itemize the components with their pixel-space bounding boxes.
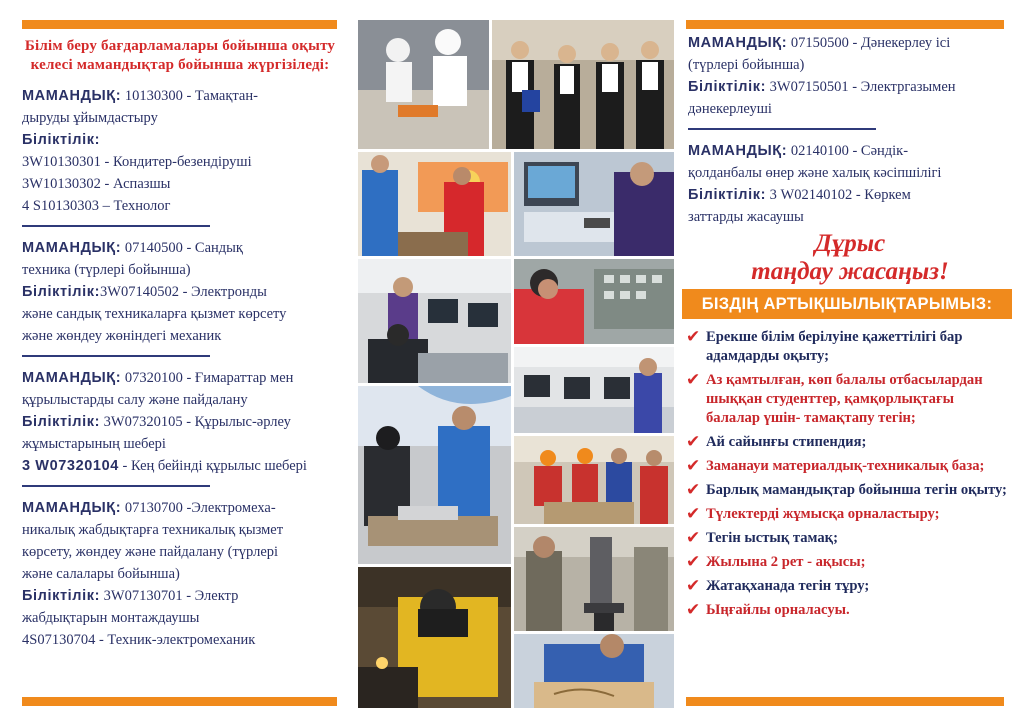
- specialty-line: [688, 54, 1006, 76]
- specialty-text: көрсету, жөндеу және пайдалану (түрлері: [22, 544, 279, 560]
- specialty-line: [688, 76, 1006, 98]
- specialty-line: [22, 367, 338, 389]
- checkmark-icon: ✔: [686, 432, 701, 452]
- specialty-line: [688, 206, 1006, 228]
- right-column: [688, 32, 1006, 228]
- specialty-line: [22, 195, 338, 217]
- specialty-line: [22, 259, 338, 281]
- specialty-line: [22, 519, 338, 541]
- specialty-text: құрылыстарды салу және пайдалану: [22, 392, 248, 408]
- specialty-text: дәнекерлеуші: [688, 101, 772, 117]
- specialty-text: дыруды ұйымдастыру: [22, 110, 158, 126]
- specialty-label: Біліктілік:: [688, 79, 767, 95]
- photo-circuit-board: [514, 259, 674, 344]
- specialty-label: МАМАНДЫҚ:: [22, 500, 122, 516]
- bottom-bar-right: [686, 697, 1004, 706]
- specialty-text: 3W10130302 - Аспазшы: [22, 176, 171, 192]
- specialty-text: жабдықтарын монтаждаушы: [22, 610, 200, 626]
- specialty-text: 07150500 - Дәнекерлеу ісі: [787, 35, 951, 51]
- advantages-list: [686, 328, 1008, 625]
- specialty-line: [22, 629, 338, 651]
- advantage-item: [686, 505, 1008, 524]
- intro-heading: Білім беру бағдарламалары бойынша оқыту келесі мамандықтар бойынша жүргізіледі:: [24, 38, 336, 73]
- specialty-text: заттарды жасаушы: [688, 209, 804, 225]
- advantage-item: [686, 529, 1008, 548]
- specialty-line: [22, 389, 338, 411]
- checkmark-icon: ✔: [686, 552, 701, 572]
- specialty-line: [22, 411, 338, 433]
- photo-painting-workshop: [358, 152, 511, 256]
- advantage-text: Түлектерді жұмысқа орналастыру;: [706, 506, 940, 522]
- photo-computer-class: [358, 259, 511, 383]
- specialty-line: [22, 303, 338, 325]
- advantage-text: Ыңғайлы орналасуы.: [706, 602, 850, 618]
- divider: [22, 225, 210, 227]
- motto-line-1: Дұрыс: [814, 230, 886, 257]
- advantage-text: Ерекше білім берілуіне қажеттілігі бар адамдарды оқыту;: [706, 329, 963, 364]
- specialty-block: [22, 85, 338, 217]
- specialty-text: 4S07130704 - Техник-электромеханик: [22, 632, 256, 648]
- specialty-line: [22, 173, 338, 195]
- specialty-label: Біліктілік:: [22, 132, 101, 148]
- specialty-text: - Кең бейінді құрылыс шебері: [118, 458, 307, 474]
- checkmark-icon: ✔: [686, 480, 701, 500]
- photo-drill-press: [514, 527, 674, 631]
- checkmark-icon: ✔: [686, 327, 701, 347]
- specialty-list-right: [688, 32, 1006, 228]
- specialty-label: МАМАНДЫҚ:: [22, 88, 122, 104]
- advantage-item: [686, 328, 1008, 366]
- top-bar-right: [686, 20, 1004, 29]
- specialty-text: 07320100 - Ғимараттар мен: [121, 370, 294, 386]
- advantage-text: Жатақханада тегін тұру;: [706, 578, 870, 594]
- specialty-line: [688, 32, 1006, 54]
- specialty-label: Біліктілік:: [688, 187, 767, 203]
- specialty-line: [22, 497, 338, 519]
- photo-electronics-lab: [514, 152, 674, 256]
- specialty-text: 07140500 - Сандық: [121, 240, 243, 256]
- divider: [22, 485, 210, 487]
- checkmark-icon: ✔: [686, 456, 701, 476]
- advantage-text: Тегін ыстық тамақ;: [706, 530, 838, 546]
- specialty-block: [22, 497, 338, 651]
- specialty-text: және салалары бойынша): [22, 566, 180, 582]
- specialty-text: 3W07150501 - Электргазымен: [766, 79, 956, 95]
- specialty-text: 3 W02140102 - Көркем: [766, 187, 911, 203]
- photo-tile-cutting: [358, 386, 511, 564]
- photo-cooking-class: [358, 20, 489, 149]
- specialty-text: қолданбалы өнер және халық кәсіпшілігі: [688, 165, 942, 181]
- specialty-line: [22, 541, 338, 563]
- advantage-text: Ай сайынғы стипендия;: [706, 434, 867, 450]
- specialty-line: [22, 281, 338, 303]
- specialty-line: [688, 162, 1006, 184]
- advantage-text: Жылына 2 рет - ақысы;: [706, 554, 866, 570]
- motto: [700, 230, 1000, 286]
- specialty-text: 10130300 - Тамақтан-: [121, 88, 258, 104]
- specialty-text: және жөндеу жөніндегі механик: [22, 328, 222, 344]
- motto-line-2: таңдау жасаңыз!: [751, 258, 949, 285]
- specialty-line: [22, 129, 338, 151]
- checkmark-icon: ✔: [686, 370, 701, 390]
- specialty-block: [22, 237, 338, 347]
- specialty-text: никалық жабдықтарға техникалық қызмет: [22, 522, 284, 538]
- photo-welder: [358, 567, 511, 708]
- specialty-text: 02140100 - Сәндік-: [787, 143, 909, 159]
- specialty-block: [22, 367, 338, 477]
- specialty-label: МАМАНДЫҚ:: [688, 35, 788, 51]
- specialty-line: [22, 455, 338, 477]
- checkmark-icon: ✔: [686, 576, 701, 596]
- specialty-label: МАМАНДЫҚ:: [22, 240, 122, 256]
- specialty-line: [22, 585, 338, 607]
- specialty-label: 3 W07320104: [22, 458, 119, 474]
- specialty-line: [688, 140, 1006, 162]
- photo-computer-room: [514, 347, 674, 433]
- advantage-text: Заманауи материалдық-техникалық база;: [706, 458, 985, 474]
- advantage-item: [686, 481, 1008, 500]
- bottom-bar-left: [22, 697, 337, 706]
- photo-carpentry-students: [514, 436, 674, 524]
- specialty-line: [22, 563, 338, 585]
- specialty-text: (түрлері бойынша): [688, 57, 805, 73]
- advantage-text: Барлық мамандықтар бойынша тегін оқыту;: [706, 482, 1007, 498]
- checkmark-icon: ✔: [686, 528, 701, 548]
- advantage-item: [686, 371, 1008, 428]
- specialty-label: Біліктілік:: [22, 284, 101, 300]
- specialty-label: Біліктілік:: [22, 414, 101, 430]
- specialty-text: жұмыстарының шебері: [22, 436, 166, 452]
- left-column: [22, 37, 338, 651]
- specialty-line: [22, 607, 338, 629]
- specialty-label: Біліктілік:: [22, 588, 101, 604]
- specialty-line: [22, 151, 338, 173]
- specialty-line: [688, 98, 1006, 120]
- photo-wood-carving: [514, 634, 674, 708]
- specialty-label: МАМАНДЫҚ:: [22, 370, 122, 386]
- photo-collage: [358, 20, 674, 708]
- specialty-line: [22, 85, 338, 107]
- specialty-block: [688, 140, 1006, 228]
- specialty-text: 3W07320105 - Құрылыс-әрлеу: [100, 414, 291, 430]
- specialty-list-left: [22, 85, 338, 651]
- advantage-item: [686, 577, 1008, 596]
- photo-waiters: [492, 20, 674, 149]
- specialty-text: 3W10130301 - Кондитер-безендіруші: [22, 154, 252, 170]
- divider: [688, 128, 876, 130]
- divider: [22, 355, 210, 357]
- specialty-text: 07130700 -Электромеха-: [121, 500, 276, 516]
- specialty-line: [22, 325, 338, 347]
- specialty-text: 3W07140502 - Электронды: [100, 284, 267, 300]
- advantage-item: [686, 457, 1008, 476]
- specialty-text: техника (түрлері бойынша): [22, 262, 191, 278]
- specialty-block: [688, 32, 1006, 120]
- checkmark-icon: ✔: [686, 600, 701, 620]
- specialty-label: МАМАНДЫҚ:: [688, 143, 788, 159]
- advantage-item: [686, 433, 1008, 452]
- specialty-line: [22, 237, 338, 259]
- advantage-text: Аз қамтылған, көп балалы отбасылардан шыққан студенттер, қамқорлықтағы балалар үшін- тамақтапу тегін;: [706, 372, 983, 426]
- specialty-line: [688, 184, 1006, 206]
- checkmark-icon: ✔: [686, 504, 701, 524]
- advantages-title: БІЗДІҢ АРТЫҚШЫЛЫҚТАРЫМЫЗ:: [682, 289, 1012, 319]
- advantage-item: [686, 553, 1008, 572]
- specialty-line: [22, 107, 338, 129]
- specialty-text: және сандық техникаларға қызмет көрсету: [22, 306, 287, 322]
- specialty-text: 4 S10130303 – Технолог: [22, 198, 171, 214]
- specialty-line: [22, 433, 338, 455]
- specialty-text: 3W07130701 - Электр: [100, 588, 239, 604]
- advantage-item: [686, 601, 1008, 620]
- top-bar-left: [22, 20, 337, 29]
